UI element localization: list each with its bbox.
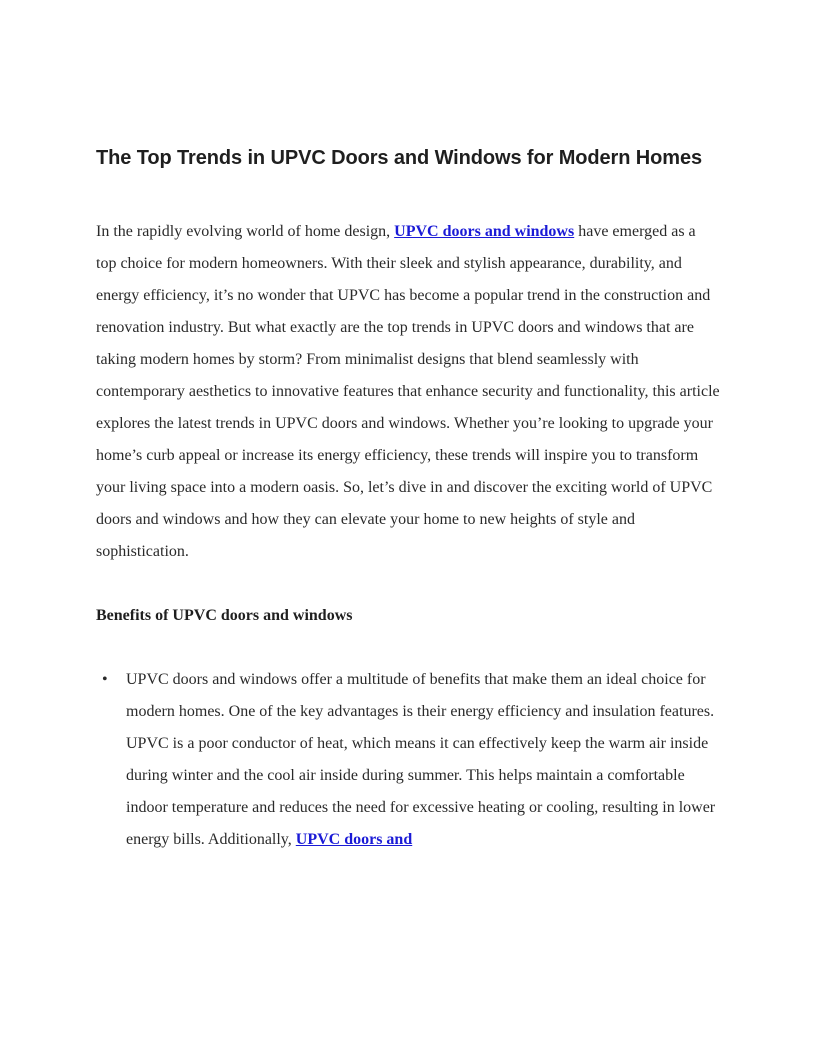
bullet-icon: • [102,671,108,688]
benefits-heading: Benefits of UPVC doors and windows [96,607,353,624]
intro-text-rest: have emerged as a top choice for modern homeowners. With their sleek and stylish appearance, durability, and energy efficiency, it’s no wonder that UPVC has become a popular trend in the construction and renovation industry. But what exactly are the top trends in UPVC doors and windows that are taking modern homes by storm? From minimalist designs that blend seamlessly with contemporary aesthetics to innovative features that enhance security and functionality, this article explores the latest trends in UPVC doors and windows. Whether you’re looking to upgrade your home’s curb appeal or increase its energy efficiency, these trends will inspire you to transform your living space into a modern oasis. So, let’s dive in and discover the exciting world of UPVC doors and windows and how they can elevate your home to new heights of style and sophistication. [96,223,720,560]
bullet-text-body: UPVC doors and windows offer a multitude of benefits that make them an ideal choice for modern homes. One of the key advantages is their energy efficiency and insulation features. UPVC is a poor conductor of heat, which means it can effectively keep the warm air inside during winter and the cool air inside during summer. This helps maintain a comfortable indoor temperature and reduces the need for excessive heating or cooling, resulting in lower energy bills. Additionally, [126,671,716,848]
upvc-doors-and-link[interactable]: UPVC doors and [295,831,413,848]
bullet-text [126,664,720,856]
document-body [96,132,720,856]
intro-text-start: In the rapidly evolving world of home design, [96,223,395,240]
list-item [96,664,720,856]
upvc-doors-windows-link[interactable]: UPVC doors and windows [394,223,575,240]
benefits-list [96,664,720,856]
document-title: The Top Trends in UPVC Doors and Windows for Modern Homes [96,147,702,169]
intro-paragraph [96,216,720,568]
